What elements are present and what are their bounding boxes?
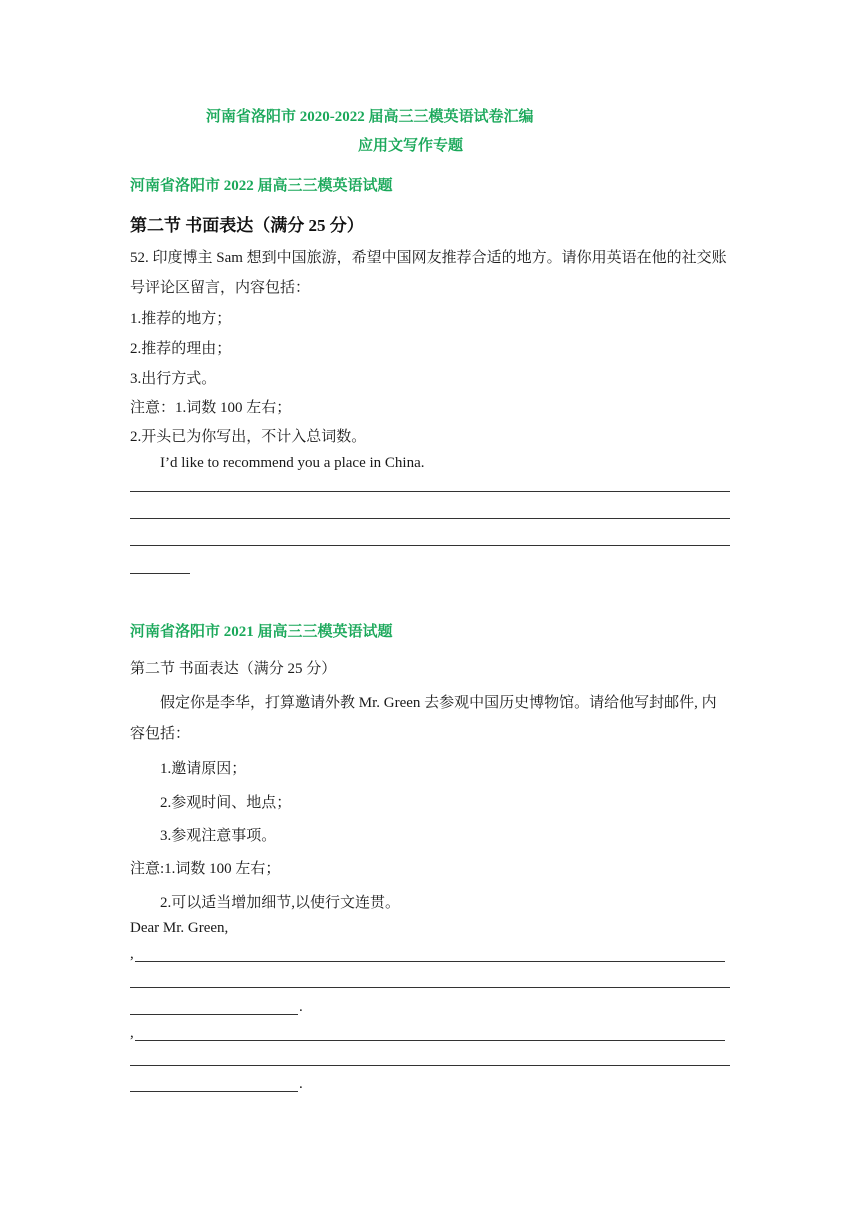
line-comma: , xyxy=(130,946,134,962)
section1-note2: 2.开头已为你写出，不计入总词数。 xyxy=(130,429,367,445)
answer-line xyxy=(130,545,730,546)
section2-prompt-line2: 容包括： xyxy=(130,726,191,742)
answer-line xyxy=(130,987,730,988)
answer-line xyxy=(135,1040,725,1041)
section1-item3: 3.出行方式。 xyxy=(130,371,217,387)
section2-note1: 注意:1.词数 100 左右； xyxy=(130,861,281,877)
line-period: . xyxy=(299,1076,303,1092)
document-title: 河南省洛阳市 2020-2022 届高三三模英语试卷汇编 xyxy=(206,109,534,125)
section2-prompt-line1: 假定你是李华，打算邀请外教 Mr. Green 去参观中国历史博物馆。请给他写封邮件, 内 xyxy=(160,695,717,711)
answer-line xyxy=(130,1065,730,1066)
section1-item1: 1.推荐的地方； xyxy=(130,311,232,327)
line-comma: , xyxy=(130,1025,134,1041)
section2-item1: 1.邀请原因； xyxy=(160,761,247,777)
answer-line xyxy=(130,1091,298,1092)
section2-salutation: Dear Mr. Green, xyxy=(130,920,229,936)
section1-heading: 第二节 书面表达（满分 25 分） xyxy=(130,216,364,235)
section1-question-line1: 52. 印度博主 Sam 想到中国旅游，希望中国网友推荐合适的地方。请你用英语在他的社交账 xyxy=(130,250,727,266)
answer-line xyxy=(130,518,730,519)
answer-line xyxy=(130,491,730,492)
section2-note2: 2.可以适当增加细节,以使行文连贯。 xyxy=(160,895,401,911)
section1-question-line2: 号评论区留言，内容包括： xyxy=(130,280,311,296)
section2-source: 河南省洛阳市 2021 届高三三模英语试题 xyxy=(130,624,393,640)
section2-item2: 2.参观时间、地点； xyxy=(160,795,292,811)
section1-note1: 注意：1.词数 100 左右； xyxy=(130,400,292,416)
answer-line xyxy=(130,1014,298,1015)
section2-heading: 第二节 书面表达（满分 25 分） xyxy=(130,661,337,677)
answer-line xyxy=(130,573,190,574)
section1-opening: I’d like to recommend you a place in China. xyxy=(160,455,425,471)
document-subtitle: 应用文写作专题 xyxy=(358,138,464,154)
section1-item2: 2.推荐的理由； xyxy=(130,341,232,357)
answer-line xyxy=(135,961,725,962)
line-period: . xyxy=(299,999,303,1015)
section1-source: 河南省洛阳市 2022 届高三三模英语试题 xyxy=(130,178,393,194)
section2-item3: 3.参观注意事项。 xyxy=(160,828,277,844)
